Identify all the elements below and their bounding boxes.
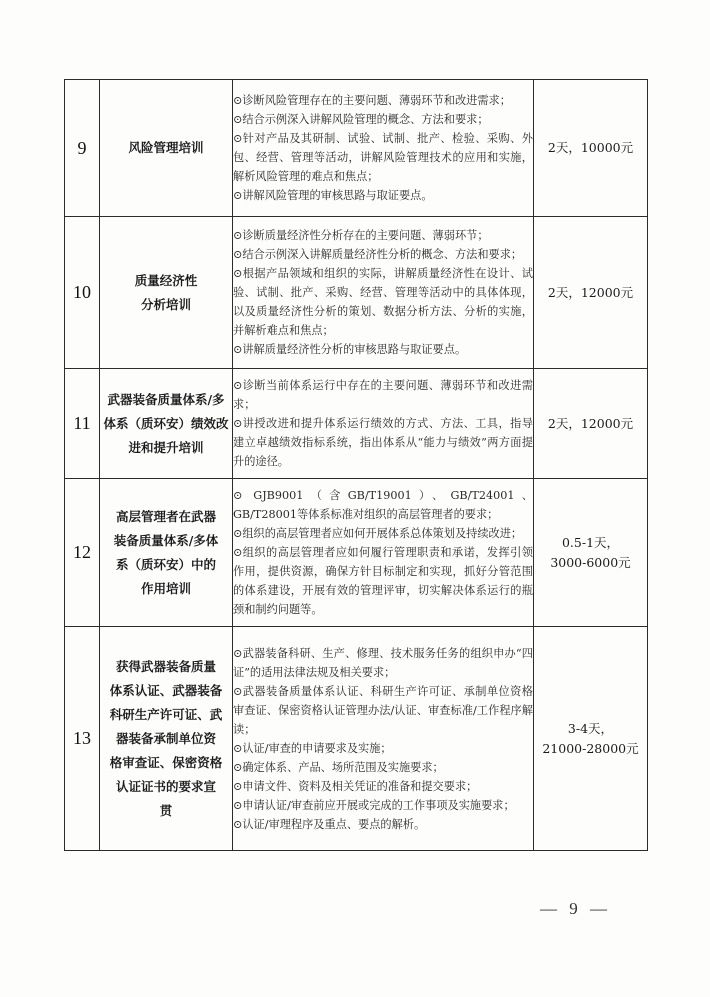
content-item: ⊙确定体系、产品、场所范围及实施要求； <box>233 760 444 774</box>
row-number: 13 <box>65 627 100 851</box>
cost-line: 3-4天， <box>567 720 614 736</box>
course-cost <box>534 369 648 479</box>
row-number: 12 <box>65 479 100 627</box>
content-item: ⊙诊断当前体系运行中存在的主要问题、薄弱环节和改进需求； <box>233 379 533 411</box>
table-row <box>65 369 648 479</box>
course-name-line: 格审查证、保密资格 <box>109 754 223 770</box>
course-name-line: 科研生产许可证、武 <box>109 706 223 722</box>
table-row <box>65 479 648 627</box>
content-item: ⊙讲解风险管理的审核思路与取证要点。 <box>233 189 433 202</box>
table-row <box>65 217 648 369</box>
course-name-line: 获得武器装备质量 <box>115 658 216 674</box>
content-item: ⊙武器装备质量体系认证、科研生产许可证、承制单位资格审查证、保密资格认证管理办法/认证、审查标准/工作程序解读； <box>233 684 533 736</box>
content-item: ⊙结合示例深入讲解质量经济性分析的概念、方法和要求； <box>233 248 523 261</box>
content-item: ⊙诊断风险管理存在的主要问题、薄弱环节和改进需求； <box>233 94 511 107</box>
content-item: ⊙申请认证/审查前应开展或完成的工作事项及实施要求； <box>233 798 515 812</box>
course-name <box>100 479 233 627</box>
content-item: ⊙认证/审查的申请要求及实施； <box>233 741 392 755</box>
course-name-line: 风险管理培训 <box>128 140 204 155</box>
content-item: ⊙根据产品领域和组织的实际，讲解质量经济性在设计、试验、试制、批产、采购、经营、管理等活动中的具体体现，以及质量经济性分析的策划、数据分析方法、分析的实施，并解析难点和焦点； <box>233 267 533 337</box>
page-number: — 9 — <box>540 899 611 918</box>
cost-line: 21000-28000元 <box>542 740 639 756</box>
content-item: ⊙武器装备科研、生产、修理、技术服务任务的组织申办“四证”的适用法律法规及相关要求； <box>233 646 533 679</box>
course-name-line: 认证证书的要求宣 <box>115 778 216 794</box>
table-row <box>65 627 648 851</box>
course-name <box>100 217 233 369</box>
row-number: 9 <box>65 80 100 217</box>
row-number: 11 <box>65 369 100 479</box>
course-name-line: 体系（质环安）绩效改 <box>103 415 229 431</box>
course-name-line: 器装备承制单位资 <box>115 730 216 746</box>
training-table <box>64 79 648 851</box>
content-item: ⊙结合示例深入讲解风险管理的概念、方法和要求； <box>233 113 489 126</box>
course-content <box>233 627 534 851</box>
content-item: ⊙针对产品及其研制、试验、试制、批产、检验、采购、外包、经营、管理等活动，讲解风险管理技术的应用和实施，解析风险管理的难点和焦点； <box>233 132 533 183</box>
content-item: ⊙诊断质量经济性分析存在的主要问题、薄弱环节； <box>233 229 489 242</box>
content-item: ⊙讲解质量经济性分析的审核思路与取证要点。 <box>233 343 467 356</box>
content-item: ⊙组织的高层管理者应如何履行管理职责和承诺，发挥引领作用，提供资源，确保方针目标制定和实现，抓好分管范围的体系建设，开展有效的管理评审，切实解决体系运行的瓶颈和制约问题等。 <box>233 546 533 616</box>
cost-line: 2天，12000元 <box>547 415 634 431</box>
course-name-line: 贯 <box>159 802 173 818</box>
content-item: ⊙讲授改进和提升体系运行绩效的方式、方法、工具，指导建立卓越绩效指标系统，指出体系从“能力与绩效”两方面提升的途径。 <box>233 417 533 468</box>
course-name-line: 装备质量体系/多体 <box>113 532 219 548</box>
course-name <box>100 369 233 479</box>
course-cost <box>534 217 648 369</box>
course-name-line: 作用培训 <box>140 580 191 596</box>
content-item: ⊙组织的高层管理者应如何开展体系总体策划及持续改进； <box>233 527 523 540</box>
course-name-line: 武器装备质量体系/多 <box>107 391 225 407</box>
course-cost <box>534 479 648 627</box>
course-name-line: 分析培训 <box>140 296 191 312</box>
content-item: ⊙申请文件、资料及相关凭证的准备和提交要求； <box>233 779 478 793</box>
cost-line: 3000-6000元 <box>550 554 631 570</box>
course-content <box>233 217 534 369</box>
cost-line: 0.5-1天， <box>561 534 620 550</box>
course-content <box>233 369 534 479</box>
course-name-line: 进和提升培训 <box>128 439 204 455</box>
table-row <box>65 80 648 217</box>
course-cost <box>534 627 648 851</box>
course-name-line: 质量经济性 <box>134 272 198 288</box>
course-cost <box>534 80 648 217</box>
course-name <box>100 627 233 851</box>
course-name-line: 高层管理者在武器 <box>115 508 216 524</box>
course-name-line: 系（质环安）中的 <box>115 556 216 572</box>
course-content <box>233 80 534 217</box>
course-name-line: 体系认证、武器装备 <box>109 682 223 698</box>
row-number: 10 <box>65 217 100 369</box>
cost-line: 2天，10000元 <box>547 140 634 155</box>
course-content <box>233 479 534 627</box>
content-item: ⊙认证/审理程序及重点、要点的解析。 <box>233 817 426 831</box>
course-name <box>100 80 233 217</box>
content-item: ⊙ GJB9001（含GB/T19001）、GB/T24001、GB/T28001等体系标准对组织的高层管理者的要求； <box>233 489 533 521</box>
cost-line: 2天，12000元 <box>547 284 634 300</box>
